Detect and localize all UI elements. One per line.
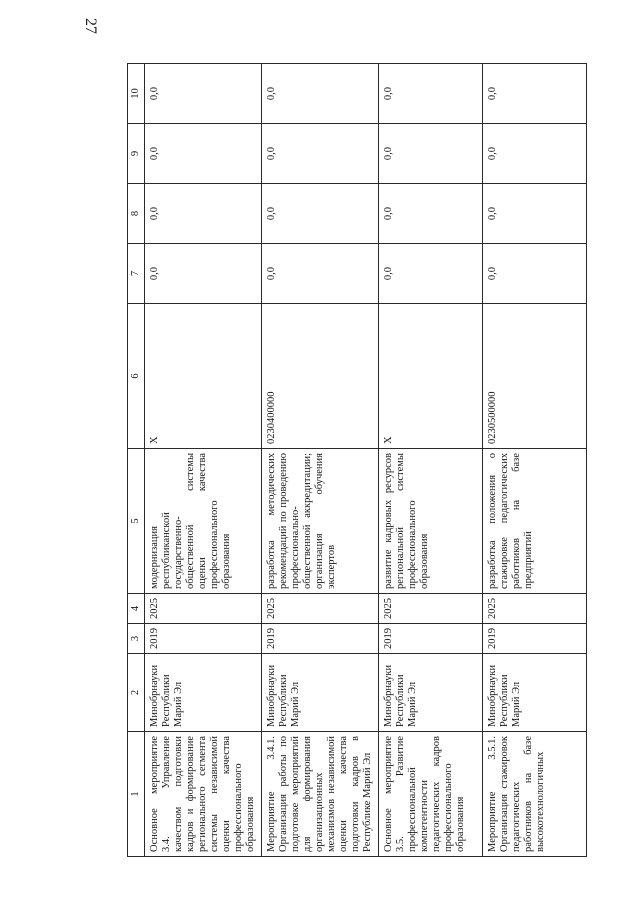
- value-cell: 0,0: [483, 64, 587, 124]
- end-year: 2025: [145, 594, 262, 624]
- expected-result: развитие кадровых ресурсов региональной системы профессионального образования: [379, 449, 483, 594]
- column-header: 10: [128, 64, 145, 124]
- start-year: 2019: [262, 624, 379, 654]
- value-cell: 0,0: [483, 244, 587, 304]
- value-cell: 0,0: [379, 124, 483, 184]
- value-cell: 0,0: [379, 244, 483, 304]
- executor: Минобрнауки Республики Марий Эл: [483, 654, 587, 732]
- end-year: 2025: [379, 594, 483, 624]
- executor: Минобрнауки Республики Марий Эл: [145, 654, 262, 732]
- budget-code: X: [145, 304, 262, 449]
- executor: Минобрнауки Республики Марий Эл: [379, 654, 483, 732]
- column-header: 5: [128, 449, 145, 594]
- column-header: 2: [128, 654, 145, 732]
- column-header: 9: [128, 124, 145, 184]
- column-header: 6: [128, 304, 145, 449]
- start-year: 2019: [145, 624, 262, 654]
- value-cell: 0,0: [262, 244, 379, 304]
- budget-code: X: [379, 304, 483, 449]
- column-header: 3: [128, 624, 145, 654]
- end-year: 2025: [483, 594, 587, 624]
- value-cell: 0,0: [262, 184, 379, 244]
- expected-result: модернизация республиканской государственно-общественной системы оценки качества профессионального образования: [145, 449, 262, 594]
- value-cell: 0,0: [145, 124, 262, 184]
- value-cell: 0,0: [145, 64, 262, 124]
- budget-code: 0230500000: [483, 304, 587, 449]
- executor: Минобрнауки Республики Марий Эл: [262, 654, 379, 732]
- value-cell: 0,0: [483, 184, 587, 244]
- value-cell: 0,0: [262, 124, 379, 184]
- column-header: 8: [128, 184, 145, 244]
- table-row: [262, 64, 379, 857]
- activity-name: Мероприятие 3.4.1. Организация работы по подготовке мероприятий для формирования организационных механизмов независимой оценки качества подготовки кадров в Республике Марий Эл: [262, 732, 379, 857]
- end-year: 2025: [262, 594, 379, 624]
- column-number-row: [128, 64, 145, 857]
- budget-code: 0230400000: [262, 304, 379, 449]
- table-row: [379, 64, 483, 857]
- value-cell: 0,0: [379, 184, 483, 244]
- value-cell: 0,0: [483, 124, 587, 184]
- value-cell: 0,0: [145, 244, 262, 304]
- value-cell: 0,0: [379, 64, 483, 124]
- column-header: 4: [128, 594, 145, 624]
- value-cell: 0,0: [262, 64, 379, 124]
- page-number: 27: [82, 18, 99, 34]
- start-year: 2019: [379, 624, 483, 654]
- table-row: [483, 64, 587, 857]
- value-cell: 0,0: [145, 184, 262, 244]
- column-header: 7: [128, 244, 145, 304]
- program-table: [127, 63, 587, 857]
- activity-name: Мероприятие 3.5.1. Организация стажировок педагогических работников на базе высокотехнологичных: [483, 732, 587, 857]
- column-header: 1: [128, 732, 145, 857]
- start-year: 2019: [483, 624, 587, 654]
- expected-result: разработка методических рекомендаций по проведению профессионально-общественной аккредитации; организация обучения экспертов: [262, 449, 379, 594]
- table-row: [145, 64, 262, 857]
- activity-name: Основное мероприятие 3.4. Управление качеством подготовки кадров и формирование регионального сегмента системы независимой оценки качества профессионального образования: [145, 732, 262, 857]
- activity-name: Основное мероприятие 3.5. Развитие профессиональной компетентности педагогических кадров профессионального образования: [379, 732, 483, 857]
- expected-result: разработка положения о стажировке педагогических работников на базе предприятий: [483, 449, 587, 594]
